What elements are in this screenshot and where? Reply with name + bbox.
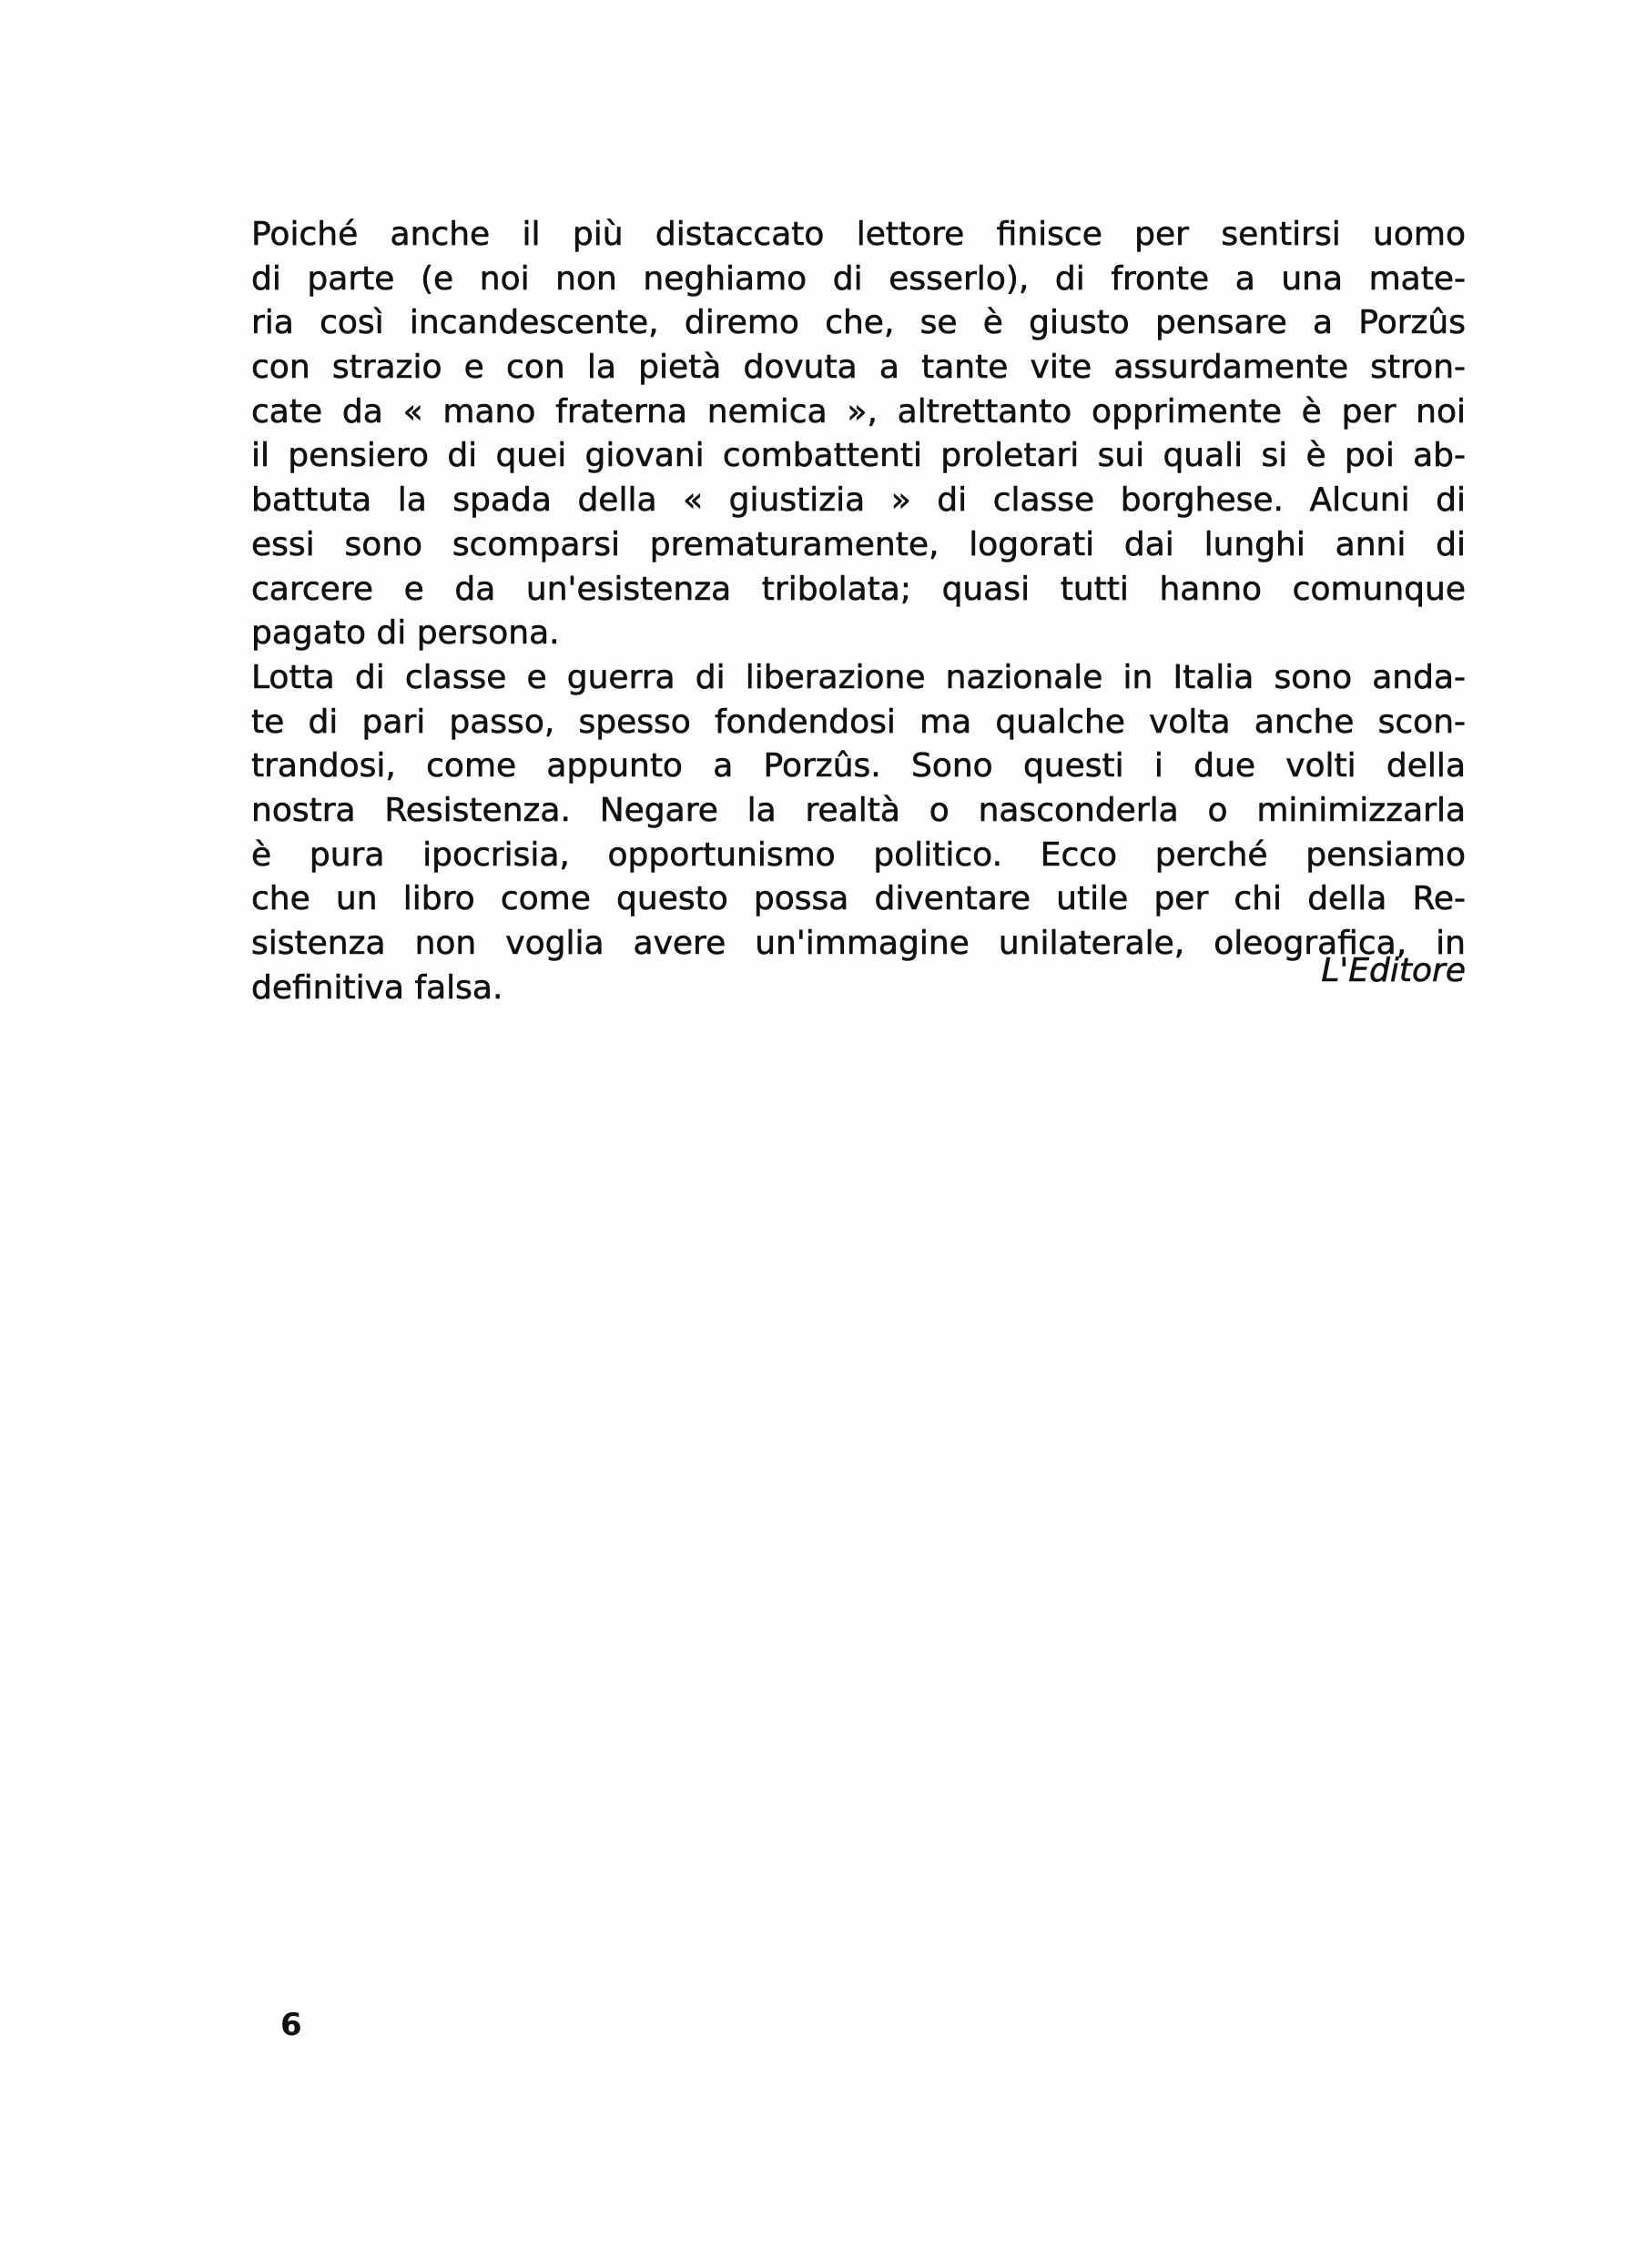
text-line: essi sono scomparsi prematuramente, logorati dai lunghi anni di: [251, 525, 1466, 563]
text-line: con strazio e con la pietà dovuta a tante vite assurdamente stron-: [251, 349, 1466, 387]
text-line: il pensiero di quei giovani combattenti proletari sui quali si è poi ab-: [251, 437, 1466, 475]
text-line: definitiva falsa.: [251, 968, 503, 1007]
text-line: ria così incandescente, diremo che, se è giusto pensare a Porzûs: [251, 304, 1466, 342]
text-line: pagato di persona.: [251, 614, 560, 653]
text-line: Poiché anche il più distaccato lettore finisce per sentirsi uomo: [251, 216, 1466, 253]
text-line: nostra Resistenza. Negare la realtà o nasconderla o minimizzarla: [251, 791, 1466, 829]
text-line: carcere e da un'esistenza tribolata; quasi tutti hanno comunque: [251, 570, 1466, 608]
text-line: te di pari passo, spesso fondendosi ma qualche volta anche scon-: [251, 703, 1466, 741]
text-line: cate da « mano fraterna nemica », altrettanto opprimente è per noi: [251, 392, 1466, 430]
text-line: battuta la spada della « giustizia » di classe borghese. Alcuni di: [251, 481, 1466, 520]
text-line: di parte (e noi non neghiamo di esserlo), di fronte a una mate-: [251, 259, 1466, 298]
signature: L'Editore: [1321, 952, 1466, 989]
text-line: Lotta di classe e guerra di liberazione nazionale in Italia sono anda-: [251, 658, 1466, 696]
text-line: trandosi, come appunto a Porzûs. Sono questi i due volti della: [251, 747, 1466, 785]
text-line: che un libro come questo possa diventare utile per chi della Re-: [251, 880, 1466, 918]
text-line: sistenza non voglia avere un'immagine unilaterale, oleografica, in: [251, 925, 1466, 962]
body-text: [251, 213, 1466, 1010]
text-line: è pura ipocrisia, opportunismo politico. Ecco perché pensiamo: [251, 835, 1466, 874]
page-number: 6: [280, 2007, 302, 2043]
